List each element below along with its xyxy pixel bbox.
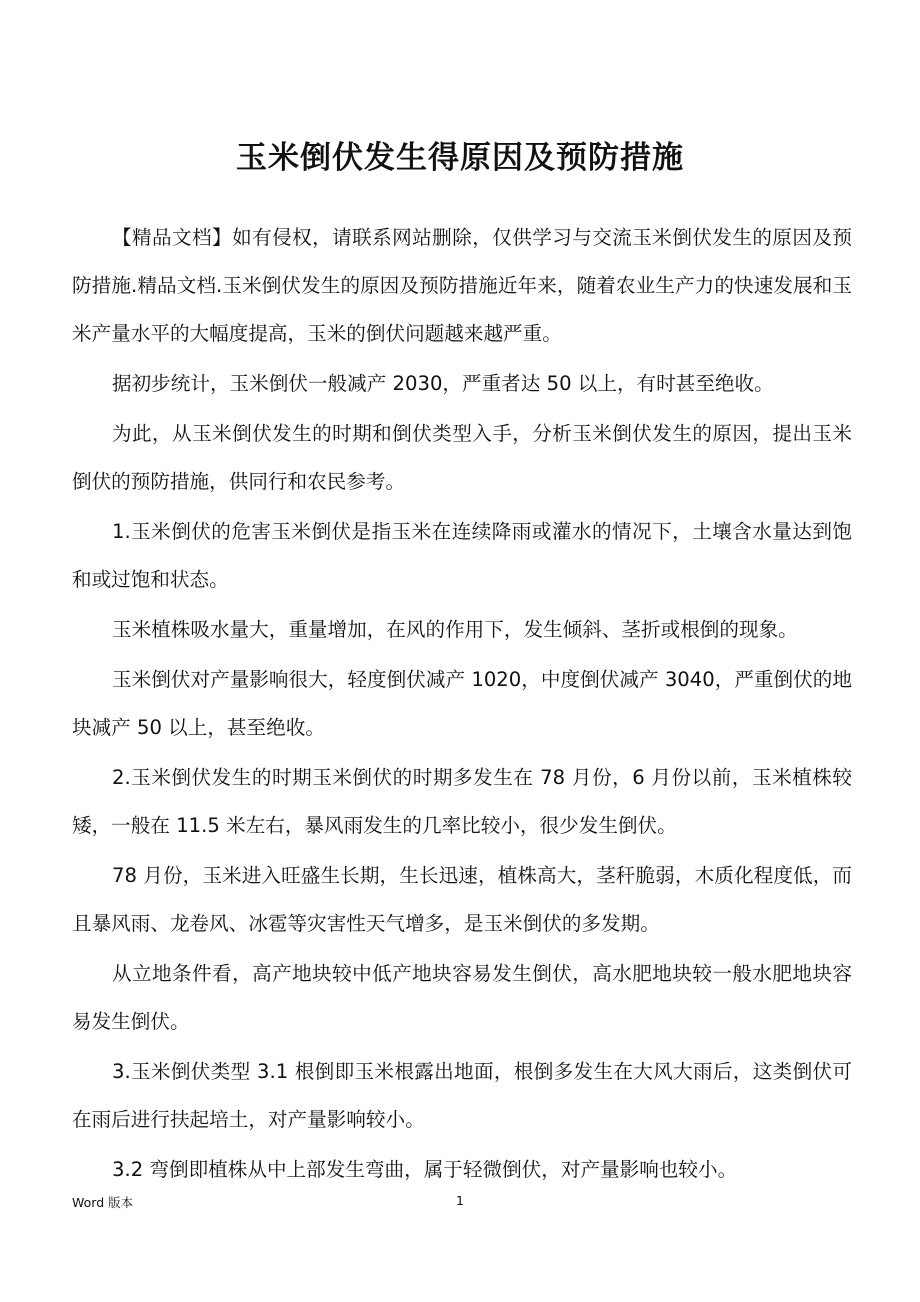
paragraph: 3.2 弯倒即植株从中上部发生弯曲，属于轻微倒伏，对产量影响也较小。 (112, 1158, 738, 1181)
paragraph: 3.玉米倒伏类型 3.1 根倒即玉米根露出地面，根倒多发生在大风大雨后，这类倒伏可在雨后进行扶起培土，对产量影响较小。 (72, 1060, 852, 1131)
document-title: 玉米倒伏发生得原因及预防措施 (236, 140, 684, 176)
page-number: 1 (456, 1193, 464, 1208)
footer-label: Word 版本 (72, 1195, 134, 1210)
document-body (72, 214, 852, 1196)
paragraph: 玉米倒伏对产量影响很大，轻度倒伏减产 1020，中度倒伏减产 3040，严重倒伏的地块减产 50 以上，甚至绝收。 (72, 668, 852, 739)
paragraph: 78 月份，玉米进入旺盛生长期，生长迅速，植株高大，茎秆脆弱，木质化程度低，而且暴风雨、龙卷风、冰雹等灾害性天气增多，是玉米倒伏的多发期。 (72, 864, 852, 935)
paragraph: 1.玉米倒伏的危害玉米倒伏是指玉米在连续降雨或灌水的情况下，土壤含水量达到饱和或过饱和状态。 (72, 520, 852, 591)
paragraph: 从立地条件看，高产地块较中低产地块容易发生倒伏，高水肥地块较一般水肥地块容易发生倒伏。 (72, 962, 852, 1033)
paragraph: 据初步统计，玉米倒伏一般减产 2030，严重者达 50 以上，有时甚至绝收。 (112, 372, 774, 395)
paragraph: 为此，从玉米倒伏发生的时期和倒伏类型入手，分析玉米倒伏发生的原因，提出玉米倒伏的预防措施，供同行和农民参考。 (72, 422, 852, 493)
paragraph: 【精品文档】如有侵权，请联系网站删除，仅供学习与交流玉米倒伏发生的原因及预防措施.精品文档.玉米倒伏发生的原因及预防措施近年来，随着农业生产力的快速发展和玉米产量水平的大幅度提高，玉米的倒伏问题越来越严重。 (72, 226, 852, 345)
paragraph: 2.玉米倒伏发生的时期玉米倒伏的时期多发生在 78 月份，6 月份以前，玉米植株较矮，一般在 11.5 米左右，暴风雨发生的几率比较小，很少发生倒伏。 (72, 766, 852, 837)
paragraph: 玉米植株吸水量大，重量增加，在风的作用下，发生倾斜、茎折或根倒的现象。 (112, 618, 798, 641)
